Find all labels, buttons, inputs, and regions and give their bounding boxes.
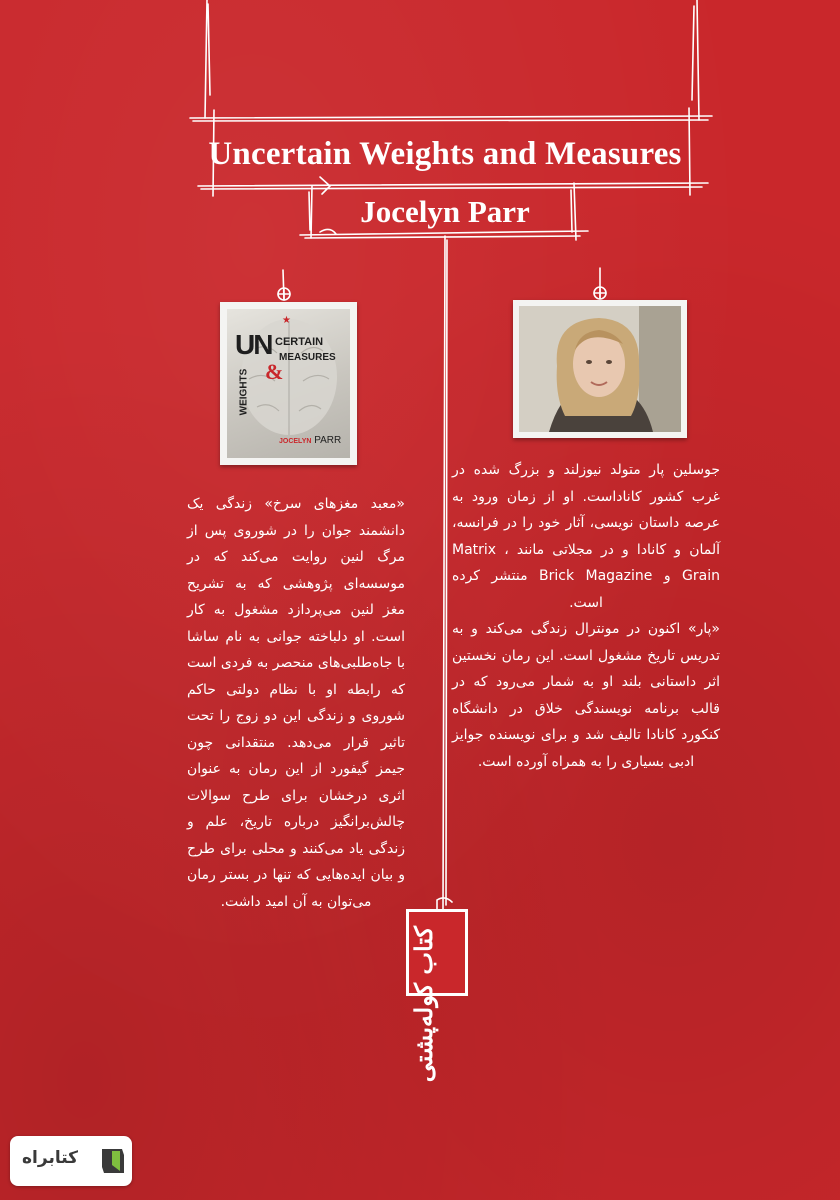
book-cover-frame — [220, 302, 357, 465]
book-title-certain: CERTAIN — [275, 336, 324, 348]
author-portrait-illustration — [519, 306, 681, 432]
book-title-un: UN — [235, 329, 272, 360]
cover-author: Jocelyn Parr — [360, 194, 530, 229]
book-description-paragraph: «معبد مغزهای سرخ» زندگی یک دانشمند جوان را در شوروی پس از مرگ لنین روایت می‌کند که در موسسه‌ای پژوهشی که به تشریح مغز لنین می‌پردازد مشغول به کار است. او دلباخته جوانی به نام ساشا با جاه‌طلبی‌های منحصر به فردی است که رابطه او با نظام دولتی حاکم شوروی و زندگی این دو زوج را تحت تاثیر قرار می‌دهد. منتقدانی چون جیمز گیفورد از این رمان به عنوان اثری درخشان برای طرح سوالات چالش‌برانگیز درباره تاریخ، علم و زندگی یاد می‌کنند و محلی برای طرح و بیان ایده‌هایی که تنها در بستر رمان می‌توان به آن امید داشت. — [187, 496, 405, 910]
publisher-logo-text: کتاب کوله‌پشتی — [409, 926, 438, 1083]
book-description — [187, 491, 405, 915]
book-author-last: PARR — [314, 435, 342, 446]
author-photo-frame — [513, 300, 687, 438]
author-bio-paragraph: جوسلین پار متولد نیوزلند و بزرگ شده در غرب کشور کاناداست. او از زمان ورود به عرصه داستان نویسی، آثار خود را در فرانسه، آلمان و کانادا و در مجلاتی مانند Matrix ، Grain و Brick Magazine منتشر کرده است. — [452, 462, 721, 611]
book-cover-image — [227, 309, 350, 458]
publisher-logo — [406, 909, 468, 1083]
author-bio-paragraph: «پار» اکنون در مونترال زندگی می‌کند و به تدریس تاریخ مشغول است. این رمان نخستین اثر داستانی بلند او به شمار می‌رود که در قالب برنامه نویسندگی خلاق در دانشگاه کنکورد کانادا تالیف شد و برای نویسنده جوایز ادبی بسیاری را به همراه آورده است. — [452, 621, 720, 770]
star-icon: ★ — [282, 315, 291, 326]
book-author-first: JOCELYN — [279, 438, 312, 445]
book-title-measures: MEASURES — [279, 352, 336, 363]
author-bio — [452, 457, 720, 775]
book-title-ampersand: & — [265, 359, 284, 384]
watermark-text: کتابراه — [22, 1148, 79, 1168]
ketabrah-watermark — [10, 1136, 132, 1186]
book-title-weights: WEIGHTS — [238, 368, 250, 416]
author-photo — [519, 306, 681, 432]
ketabrah-logo-icon — [98, 1145, 128, 1177]
book-cover-author — [279, 435, 341, 446]
cover-title: Uncertain Weights and Measures — [208, 136, 682, 172]
